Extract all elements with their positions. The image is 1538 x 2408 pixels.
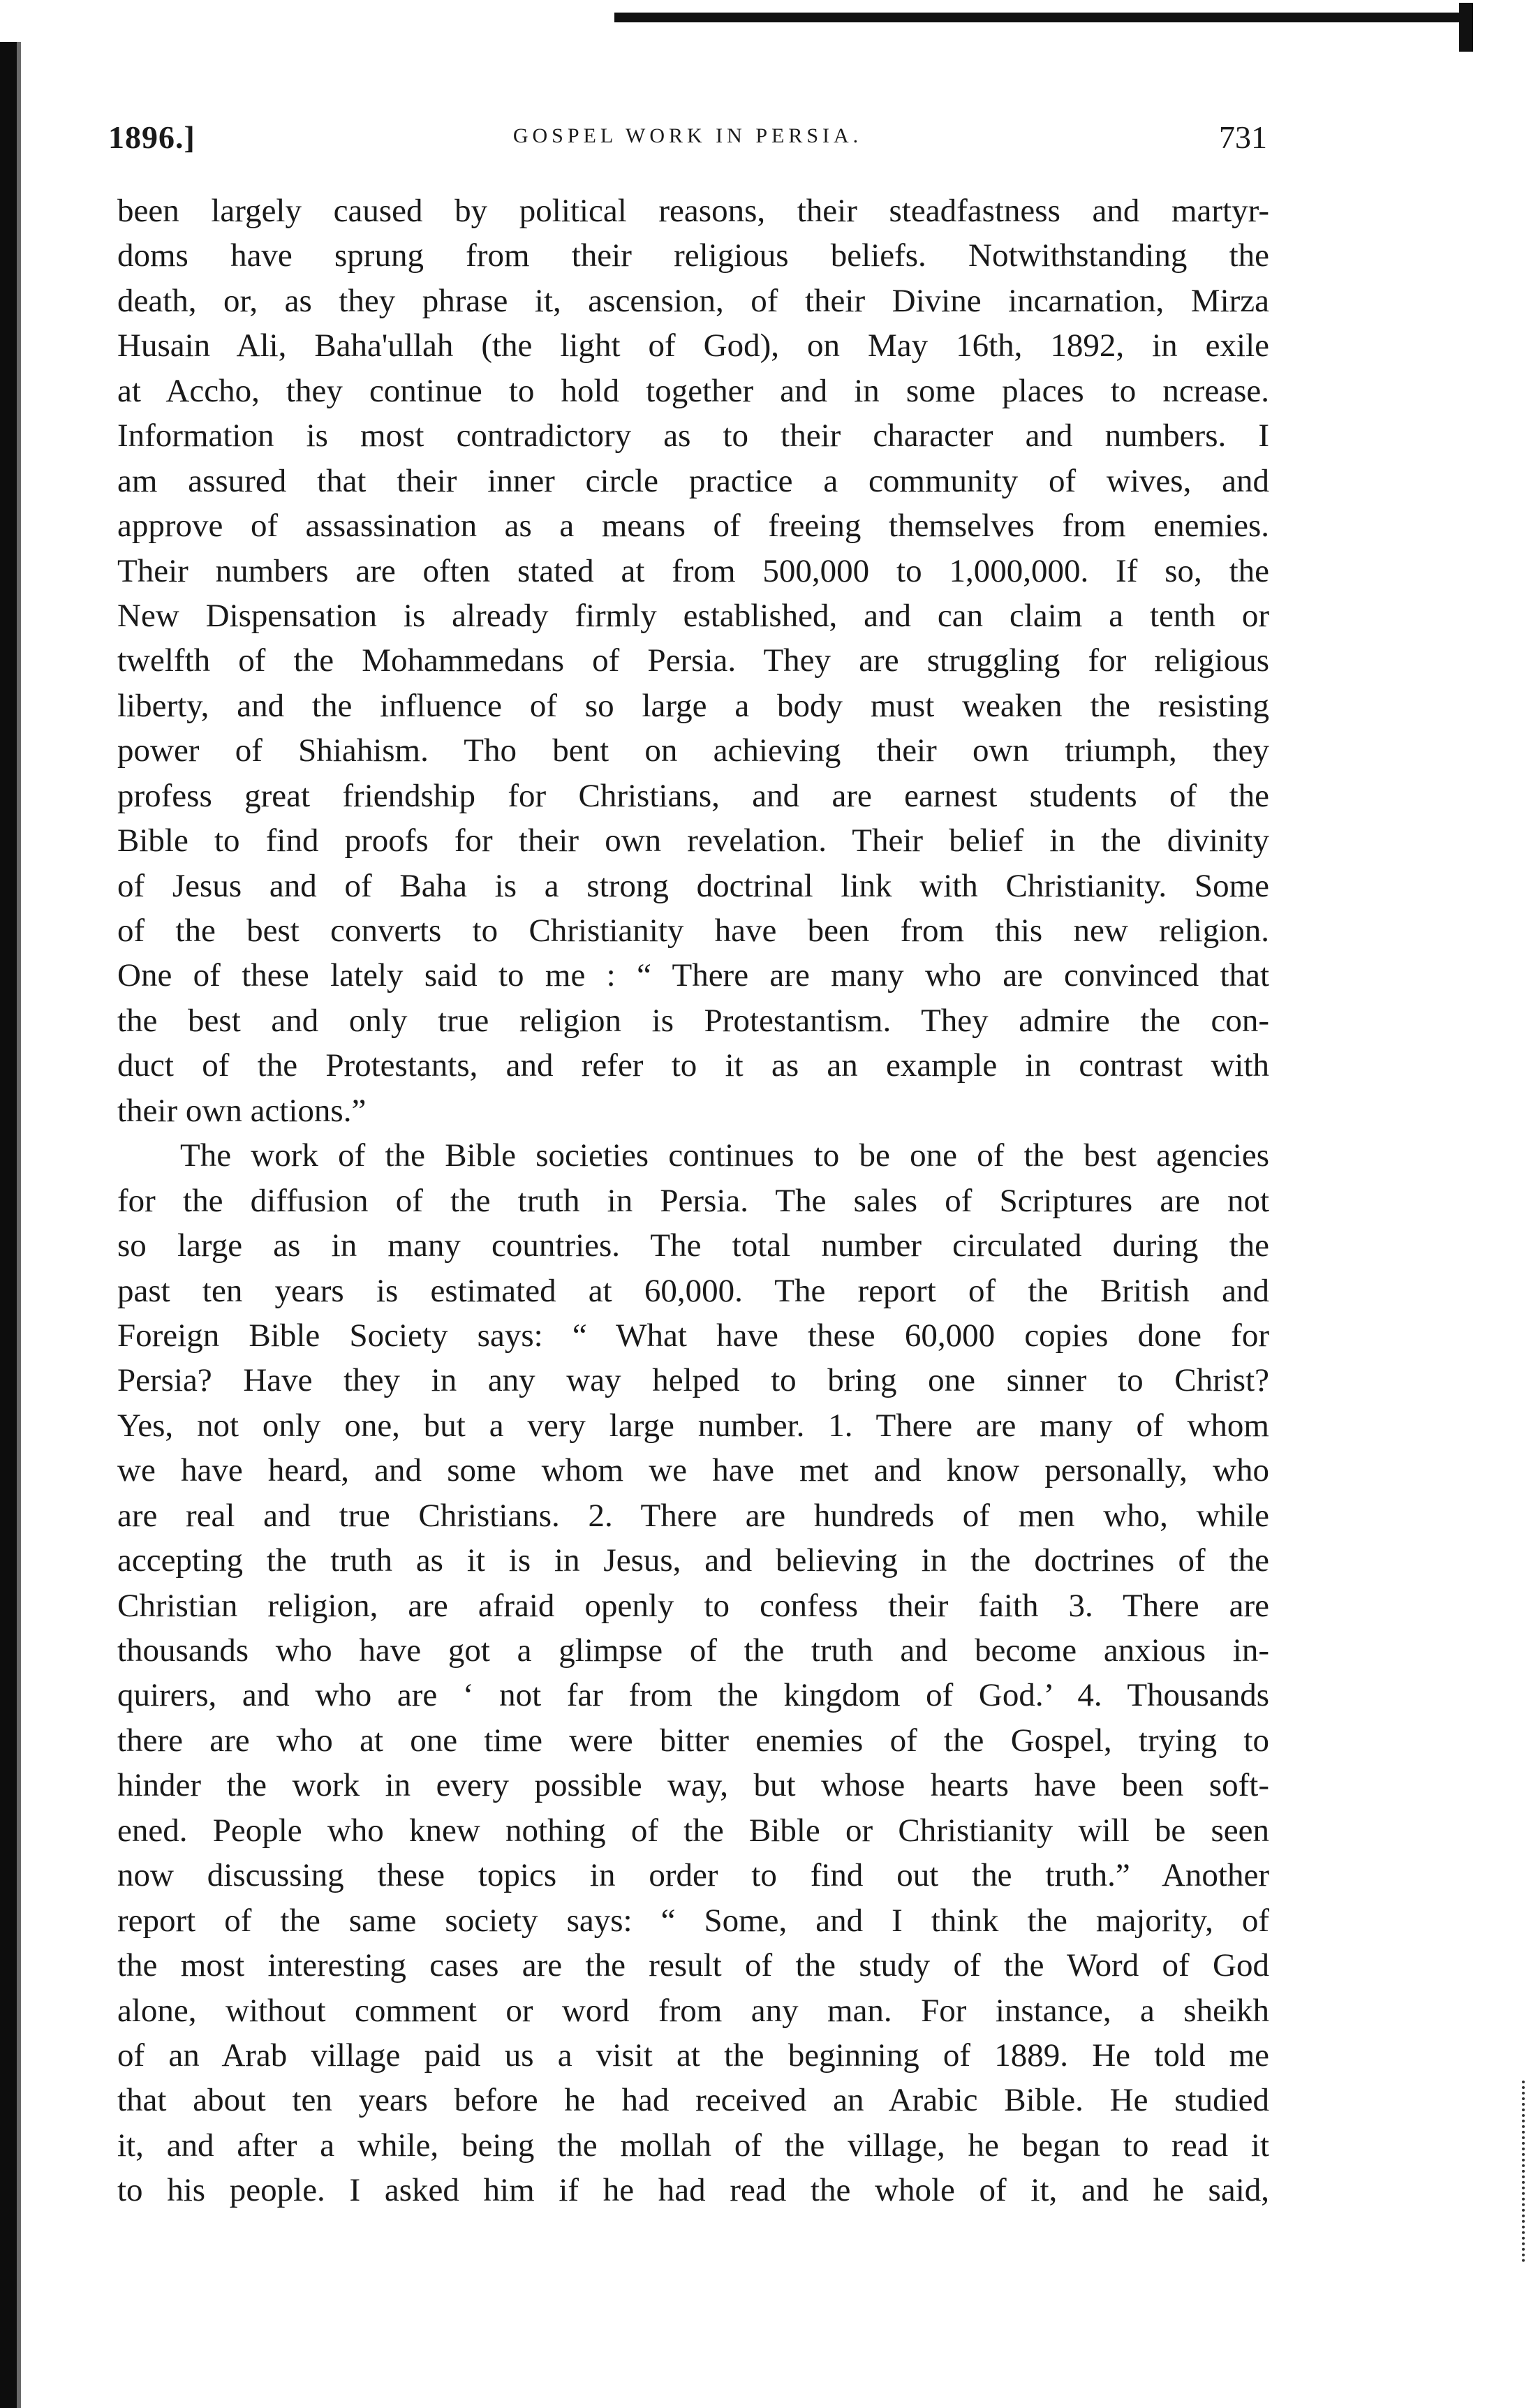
page-number: 731: [1219, 119, 1267, 155]
text-line: profess great friendship for Christians, and are earnest students of the: [117, 777, 1269, 814]
scan-left-edge-shadow: [17, 42, 21, 2408]
text-line: Christian religion, are afraid openly to confess their faith 3. There are: [117, 1587, 1269, 1624]
text-line: doms have sprung from their religious beliefs. Notwithstanding the: [117, 237, 1269, 274]
text-line: it, and after a while, being the mollah of the village, he began to read it: [117, 2127, 1269, 2164]
text-line: The work of the Bible societies continues to be one of the best agencies: [180, 1137, 1269, 1174]
text-line: at Accho, they continue to hold together and in some places to ncrease.: [117, 372, 1269, 409]
text-line: Foreign Bible Society says: “ What have these 60,000 copies done for: [117, 1317, 1269, 1354]
text-line: for the diffusion of the truth in Persia. The sales of Scriptures are not: [117, 1182, 1269, 1219]
text-line: quirers, and who are ‘ not far from the kingdom of God.’ 4. Thousands: [117, 1677, 1269, 1714]
scan-left-edge: [0, 42, 17, 2408]
text-line: New Dispensation is already firmly established, and can claim a tenth or: [117, 597, 1269, 634]
text-line: am assured that their inner circle practice a community of wives, and: [117, 462, 1269, 499]
text-line: ened. People who knew nothing of the Bible or Christianity will be seen: [117, 1812, 1269, 1849]
scan-top-tail: [1459, 3, 1473, 52]
text-line: to his people. I asked him if he had read the whole of it, and he said,: [117, 2172, 1269, 2209]
text-line: Bible to find proofs for their own revelation. Their belief in the divinity: [117, 822, 1269, 859]
text-line: Their numbers are often stated at from 500,000 to 1,000,000. If so, the: [117, 552, 1269, 589]
text-line: are real and true Christians. 2. There are hundreds of men who, while: [117, 1497, 1269, 1534]
text-line: Persia? Have they in any way helped to bring one sinner to Christ?: [117, 1362, 1269, 1399]
running-header: [108, 112, 1267, 168]
text-line: report of the same society says: “ Some, and I think the majority, of: [117, 1902, 1269, 1939]
text-line: there are who at one time were bitter enemies of the Gospel, trying to: [117, 1722, 1269, 1759]
text-line: their own actions.”: [117, 1092, 367, 1129]
running-year: 1896.]: [108, 119, 195, 155]
text-line: the most interesting cases are the result of the study of the Word of God: [117, 1947, 1269, 1984]
text-line: death, or, as they phrase it, ascension, of their Divine incarnation, Mirza: [117, 282, 1269, 319]
text-line: One of these lately said to me : “ There are many who are convinced that: [117, 957, 1269, 994]
text-line: hinder the work in every possible way, but whose hearts have been soft-: [117, 1767, 1269, 1804]
text-line: twelfth of the Mohammedans of Persia. They are struggling for religious: [117, 642, 1269, 679]
text-line: duct of the Protestants, and refer to it as an example in contrast with: [117, 1047, 1269, 1084]
text-line: of Jesus and of Baha is a strong doctrinal link with Christianity. Some: [117, 867, 1269, 904]
text-line: alone, without comment or word from any man. For instance, a sheikh: [117, 1992, 1269, 2029]
text-line: thousands who have got a glimpse of the truth and become anxious in-: [117, 1632, 1269, 1669]
text-line: liberty, and the influence of so large a body must weaken the resisting: [117, 687, 1269, 724]
text-line: we have heard, and some whom we have met and know personally, who: [117, 1452, 1269, 1489]
text-line: so large as in many countries. The total number circulated during the: [117, 1227, 1269, 1264]
text-line: of an Arab village paid us a visit at the beginning of 1889. He told me: [117, 2037, 1269, 2074]
text-line: Yes, not only one, but a very large number. 1. There are many of whom: [117, 1407, 1269, 1444]
text-line: approve of assassination as a means of freeing themselves from enemies.: [117, 508, 1269, 545]
running-title: GOSPEL WORK IN PERSIA.: [512, 124, 863, 147]
text-line: the best and only true religion is Protestantism. They admire the con-: [117, 1002, 1269, 1039]
text-line: past ten years is estimated at 60,000. The report of the British and: [117, 1272, 1269, 1309]
text-line: of the best converts to Christianity have been from this new religion.: [117, 913, 1269, 949]
body-text: [117, 189, 1269, 2213]
text-line: Husain Ali, Baha'ullah (the light of God), on May 16th, 1892, in exile: [117, 327, 1269, 364]
text-line: now discussing these topics in order to find out the truth.” Another: [117, 1857, 1269, 1894]
scan-right-specks: [1522, 2081, 1528, 2262]
scan-top-rule: [614, 13, 1473, 22]
text-line: power of Shiahism. Tho bent on achieving their own triumph, they: [117, 732, 1269, 769]
text-line: that about ten years before he had received an Arabic Bible. He studied: [117, 2082, 1269, 2119]
text-line: been largely caused by political reasons, their steadfastness and martyr-: [117, 193, 1269, 229]
text-line: Information is most contradictory as to their character and numbers. I: [117, 418, 1269, 455]
text-line: accepting the truth as it is in Jesus, and believing in the doctrines of the: [117, 1542, 1269, 1579]
